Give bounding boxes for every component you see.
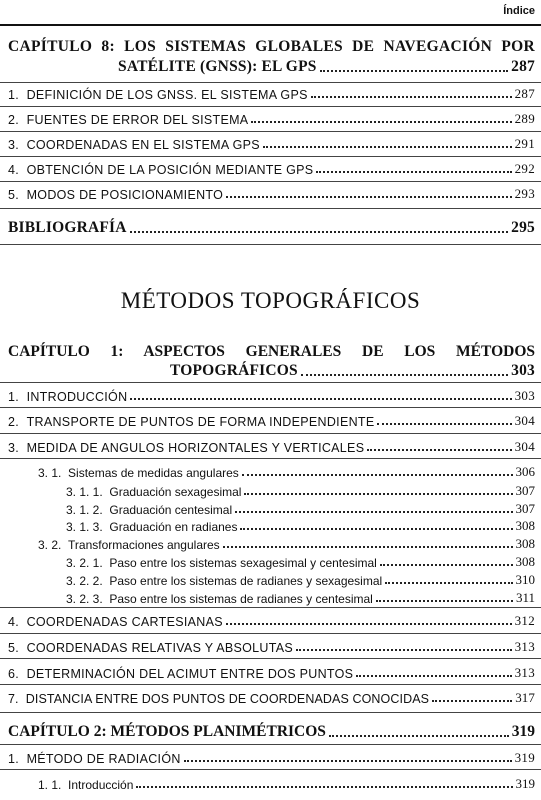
leader-dots [130, 231, 508, 233]
chapter-1-title-line1: CAPÍTULO 1: ASPECTOS GENERALES DE LOS MÉTODOS [8, 343, 535, 360]
section-number: 1. [8, 88, 20, 102]
toc-subsection-entry[interactable] [38, 536, 535, 552]
subsection-number: 3. 1. 2. [66, 503, 103, 517]
section-number: 3. [8, 441, 20, 455]
toc-subsection-entry[interactable] [66, 483, 535, 499]
section-number: 1. [8, 390, 20, 404]
page-number: 317 [515, 690, 535, 705]
toc-subsection-entry[interactable] [66, 572, 535, 588]
toc-section-entry[interactable] [8, 111, 535, 127]
chapter-1-entry[interactable] [170, 362, 535, 380]
divider [0, 244, 541, 245]
leader-dots [380, 564, 513, 566]
section-number: 6. [8, 667, 20, 681]
divider [0, 458, 541, 459]
page-number: 295 [511, 219, 535, 236]
header-rule [0, 24, 541, 26]
running-header: Índice [503, 5, 535, 17]
divider [0, 181, 541, 182]
subsection-title: Sistemas de medidas angulares [68, 466, 239, 480]
page-number: 313 [514, 665, 535, 680]
subsection-title: Transformaciones angulares [68, 538, 220, 552]
divider [0, 607, 541, 608]
subsection-title: Graduación centesimal [109, 503, 233, 517]
section-number: 7. [8, 692, 19, 706]
toc-subsection-entry[interactable] [66, 554, 535, 570]
bibliography-entry[interactable] [8, 219, 535, 237]
toc-section-entry[interactable] [8, 690, 535, 706]
page-number: 310 [515, 572, 535, 587]
page-number: 293 [514, 186, 535, 201]
divider [0, 208, 541, 209]
leader-dots [356, 675, 511, 677]
page-number: 311 [515, 590, 535, 605]
section-title: MODOS DE POSICIONAMIENTO [26, 188, 224, 202]
divider [0, 769, 541, 770]
leader-dots [240, 528, 512, 530]
subsection-number: 3. 1. [38, 466, 62, 480]
page-number: 312 [514, 613, 535, 628]
section-number: 1. [8, 752, 20, 766]
divider [0, 82, 541, 83]
chapter-8-title-line1: CAPÍTULO 8: LOS SISTEMAS GLOBALES DE NAVEGACIÓN POR [8, 38, 535, 55]
page-number: 304 [514, 439, 535, 454]
subsection-number: 3. 2. 1. [66, 556, 103, 570]
page-number: 292 [514, 161, 535, 176]
subsection-title: Paso entre los sistemas sexagesimal y centesimal [109, 556, 377, 570]
chapter-8-title-line2: SATÉLITE (GNSS): EL GPS [118, 58, 317, 75]
section-number: 3. [8, 138, 20, 152]
page-number: 303 [511, 362, 535, 379]
leader-dots [136, 786, 512, 788]
page-number: 303 [514, 388, 535, 403]
leader-dots [329, 735, 509, 737]
divider [0, 712, 541, 713]
toc-section-entry[interactable] [8, 161, 535, 177]
section-title: DETERMINACIÓN DEL ACIMUT ENTRE DOS PUNTOS [26, 667, 354, 681]
toc-section-entry[interactable] [8, 86, 535, 102]
page-number: 308 [515, 554, 535, 569]
page-number: 307 [515, 483, 535, 498]
toc-subsection-entry[interactable] [38, 776, 535, 792]
section-title: DISTANCIA ENTRE DOS PUNTOS DE COORDENADAS CONOCIDAS [25, 692, 430, 706]
page-number: 307 [515, 501, 535, 516]
subsection-title: Introducción [68, 778, 134, 792]
page-number: 313 [514, 639, 535, 654]
leader-dots [226, 196, 511, 198]
section-number: 2. [8, 415, 20, 429]
divider [0, 407, 541, 408]
leader-dots [184, 760, 512, 762]
page-number: 306 [515, 464, 535, 479]
toc-section-entry[interactable] [8, 186, 535, 202]
chapter-2-title: CAPÍTULO 2: MÉTODOS PLANIMÉTRICOS [8, 723, 326, 740]
toc-section-entry[interactable] [8, 388, 535, 404]
subsection-number: 3. 1. 1. [66, 485, 103, 499]
page-number: 319 [515, 776, 535, 791]
subsection-title: Graduación sexagesimal [109, 485, 242, 499]
subsection-title: Paso entre los sistemas de radianes y centesimal [109, 592, 373, 606]
toc-section-entry[interactable] [8, 413, 535, 429]
section-number: 5. [8, 641, 20, 655]
page-number: 289 [514, 111, 535, 126]
page-number: 304 [514, 413, 535, 428]
section-number: 5. [8, 188, 20, 202]
divider [0, 744, 541, 745]
divider [0, 633, 541, 634]
leader-dots [296, 649, 512, 651]
leader-dots [432, 700, 512, 702]
section-title: DEFINICIÓN DE LOS GNSS. EL SISTEMA GPS [26, 88, 308, 102]
toc-subsection-entry[interactable] [38, 464, 535, 480]
toc-subsection-entry[interactable] [66, 518, 535, 534]
leader-dots [226, 623, 512, 625]
leader-dots [376, 600, 513, 602]
page-number: 319 [514, 750, 535, 765]
leader-dots [311, 96, 512, 98]
page-number: 308 [515, 518, 535, 533]
part-title: MÉTODOS TOPOGRÁFICOS [120, 288, 421, 313]
section-title: MÉTODO DE RADIACIÓN [26, 752, 181, 766]
divider [0, 156, 541, 157]
divider [0, 106, 541, 107]
page-number: 287 [514, 86, 535, 101]
section-number: 4. [8, 163, 20, 177]
bibliography-title: BIBLIOGRAFÍA [8, 219, 127, 236]
divider [0, 131, 541, 132]
divider [0, 658, 541, 659]
chapter-1-title-line2: TOPOGRÁFICOS [170, 362, 298, 379]
subsection-number: 1. 1. [38, 778, 62, 792]
toc-section-entry[interactable] [8, 613, 535, 629]
divider [0, 382, 541, 383]
leader-dots [242, 474, 513, 476]
page-number: 308 [515, 536, 535, 551]
leader-dots [316, 171, 511, 173]
section-number: 2. [8, 113, 20, 127]
leader-dots [235, 511, 512, 513]
section-title: COORDENADAS RELATIVAS Y ABSOLUTAS [26, 641, 294, 655]
toc-section-entry[interactable] [8, 639, 535, 655]
toc-subsection-entry[interactable] [66, 501, 535, 517]
leader-dots [320, 70, 509, 72]
section-title: COORDENADAS EN EL SISTEMA GPS [26, 138, 260, 152]
chapter-8-entry[interactable] [118, 58, 535, 76]
subsection-title: Graduación en radianes [109, 520, 238, 534]
leader-dots [385, 582, 512, 584]
toc-subsection-entry[interactable] [66, 590, 535, 606]
subsection-number: 3. 1. 3. [66, 520, 103, 534]
subsection-number: 3. 2. 3. [66, 592, 103, 606]
leader-dots [263, 146, 512, 148]
section-title: MEDIDA DE ANGULOS HORIZONTALES Y VERTICALES [26, 441, 365, 455]
section-title: INTRODUCCIÓN [26, 390, 128, 404]
leader-dots [130, 398, 511, 400]
subsection-title: Paso entre los sistemas de radianes y sexagesimal [109, 574, 383, 588]
page-number: 287 [511, 58, 535, 75]
section-title: FUENTES DE ERROR DEL SISTEMA [26, 113, 249, 127]
leader-dots [223, 546, 513, 548]
chapter-2-entry[interactable] [8, 723, 535, 741]
leader-dots [367, 449, 511, 451]
toc-section-entry[interactable] [8, 439, 535, 455]
toc-section-entry[interactable] [8, 750, 535, 766]
section-number: 4. [8, 615, 20, 629]
leader-dots [251, 121, 511, 123]
section-title: TRANSPORTE DE PUNTOS DE FORMA INDEPENDIENTE [26, 415, 375, 429]
divider [0, 433, 541, 434]
subsection-number: 3. 2. 2. [66, 574, 103, 588]
section-title: COORDENADAS CARTESIANAS [26, 615, 223, 629]
leader-dots [377, 423, 511, 425]
toc-section-entry[interactable] [8, 136, 535, 152]
toc-section-entry[interactable] [8, 665, 535, 681]
page-number: 291 [514, 136, 535, 151]
leader-dots [301, 374, 508, 376]
subsection-number: 3. 2. [38, 538, 62, 552]
page-number: 319 [511, 723, 535, 740]
section-title: OBTENCIÓN DE LA POSICIÓN MEDIANTE GPS [26, 163, 314, 177]
leader-dots [244, 493, 512, 495]
divider [0, 684, 541, 685]
